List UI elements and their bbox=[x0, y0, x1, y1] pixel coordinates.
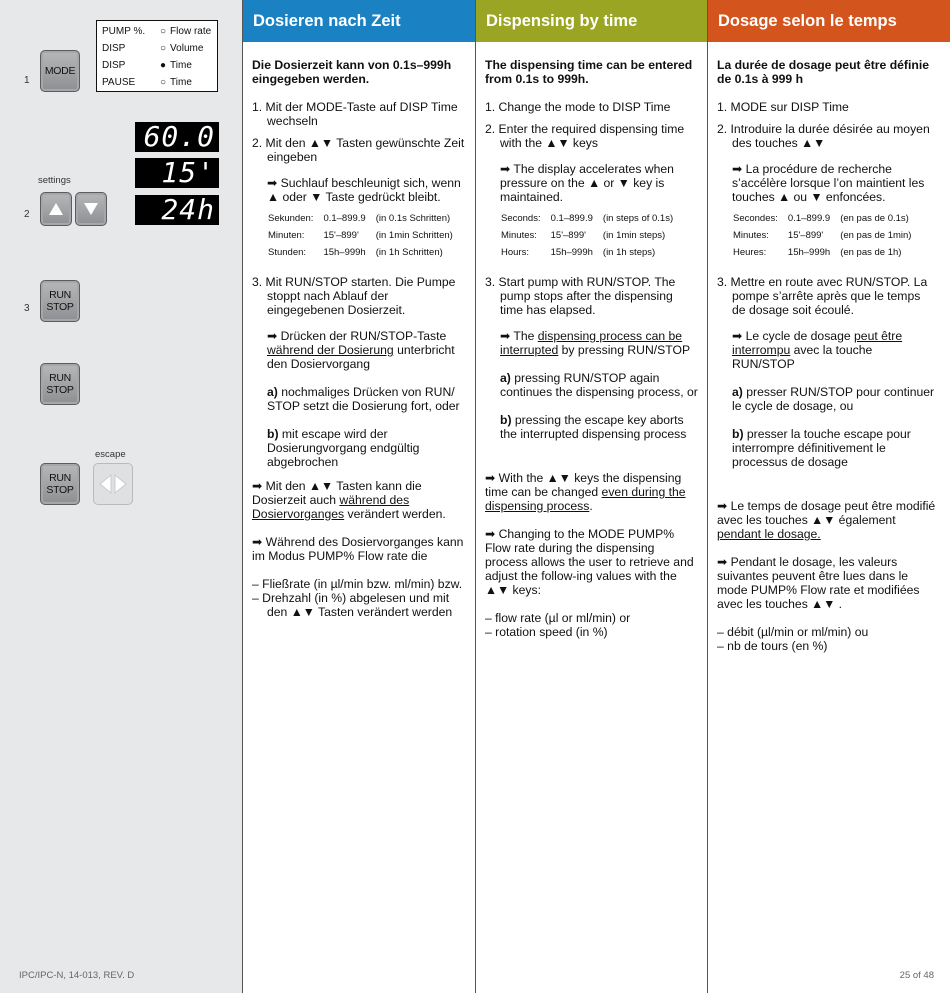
header-en: Dispensing by time bbox=[476, 0, 707, 42]
option-a: a) presser RUN/STOP pour continuer le cycle de dosage, ou bbox=[732, 385, 935, 413]
option-b: b) presser la touche escape pour interrompre définitivement le processus de dosage bbox=[732, 427, 911, 469]
step-number-3: 3 bbox=[24, 303, 30, 314]
mode-row bbox=[100, 74, 213, 91]
change-note: ➡ Mit den ▲▼ Tasten kann die Dosierzeit auch während des Dosiervorganges verändert werden. bbox=[252, 479, 446, 521]
radio-empty-icon: ○ bbox=[160, 77, 167, 88]
lcd-display-minutes: 15' bbox=[135, 158, 219, 188]
column-en bbox=[485, 58, 699, 639]
radio-filled-icon: ● bbox=[160, 60, 167, 71]
mode-key[interactable] bbox=[40, 50, 80, 92]
flow-note: ➡ Während des Dosiervorganges kann im Modus PUMP% Flow rate die bbox=[252, 535, 464, 563]
interrupt-note: ➡ Drücken der RUN/STOP-Taste während der Dosierung unterbricht den Dosiervorgang bbox=[267, 329, 455, 371]
mode-name: PUMP %. bbox=[102, 26, 146, 37]
dash-item: – rotation speed (in %) bbox=[485, 625, 608, 639]
option-b: b) pressing the escape key aborts the interrupted dispensing process bbox=[500, 413, 687, 441]
dash-item: – flow rate (µl or ml/min) or bbox=[485, 611, 631, 625]
step-1: 1. Change the mode to DISP Time bbox=[485, 100, 671, 114]
dash-item: – Fließrate (in µl/min bzw. ml/min) bzw. bbox=[252, 577, 463, 591]
run-stop-key[interactable] bbox=[40, 363, 80, 405]
mode-name: PAUSE bbox=[102, 77, 136, 88]
option-b: b) mit escape wird der Dosierungvorgang endgültig abgebrochen bbox=[267, 427, 420, 469]
flow-note: ➡ Changing to the MODE PUMP% Flow rate during the dispensing process allows the user to retrieve and adjust the follow-ing values with the ▲▼ keys: bbox=[485, 527, 694, 597]
step-3: 3. Mettre en route avec RUN/STOP. La pompe s’arrête après que le temps de dosage soit écoulé. bbox=[717, 275, 928, 317]
radio-empty-icon: ○ bbox=[160, 43, 167, 54]
lcd-display-seconds: 60.0 bbox=[135, 122, 219, 152]
mode-option: Flow rate bbox=[170, 26, 212, 37]
intro: La durée de dosage peut être définie de 0.1s à 999 h bbox=[717, 58, 929, 86]
tip-accelerate: ➡ La procédure de recherche s’accélère lorsque l’on maintient les touches ▲ ou ▼ enfoncées. bbox=[732, 162, 925, 204]
tip-accelerate: ➡ Suchlauf beschleunigt sich, wenn ▲ oder ▼ Taste gedrückt bleibt. bbox=[267, 176, 461, 204]
interrupt-note: ➡ Le cycle de dosage peut être interrompu avec la touche RUN/STOP bbox=[732, 329, 903, 371]
intro: The dispensing time can be entered from 0.1s to 999h. bbox=[485, 58, 693, 86]
lcd-display-hours: 24h bbox=[135, 195, 219, 225]
radio-empty-icon: ○ bbox=[160, 26, 167, 37]
intro: Die Dosierzeit kann von 0.1s–999h eingegeben werden. bbox=[252, 58, 452, 86]
mode-option: Time bbox=[170, 60, 192, 71]
column-divider bbox=[242, 0, 243, 993]
mode-option: Time bbox=[170, 77, 192, 88]
column-divider bbox=[475, 0, 476, 993]
step-3: 3. Mit RUN/STOP starten. Die Pumpe stoppt nach Ablauf der eingegebenen Dosierzeit. bbox=[252, 275, 456, 317]
mode-row bbox=[100, 57, 213, 74]
change-note: ➡ With the ▲▼ keys the dispensing time can be changed even during the dispensing process. bbox=[485, 471, 686, 513]
range-table: Secondes: 0.1–899.9 (en pas de 0.1s) Minutes: 15'–899' (en pas de 1min) Heures: 15h–999h (en pas de 1h) bbox=[733, 213, 912, 258]
run-stop-key-label: RUN STOP bbox=[46, 372, 74, 396]
escape-key[interactable] bbox=[93, 463, 133, 505]
down-key[interactable] bbox=[75, 192, 107, 226]
dash-item: – débit (µl/min or ml/min) ou bbox=[717, 625, 869, 639]
settings-label: settings bbox=[38, 175, 71, 186]
step-number-1: 1 bbox=[24, 75, 30, 86]
footer-document-id: IPC/IPC-N, 14-013, REV. D bbox=[19, 970, 135, 981]
run-stop-key-label: RUN STOP bbox=[46, 472, 74, 496]
option-a: a) nochmaliges Drücken von RUN/ STOP setzt die Dosierung fort, oder bbox=[267, 385, 460, 413]
dash-item: – nb de tours (en %) bbox=[717, 639, 828, 653]
header-de: Dosieren nach Zeit bbox=[243, 0, 475, 42]
run-stop-key[interactable] bbox=[40, 280, 80, 322]
header-fr: Dosage selon le temps bbox=[708, 0, 950, 42]
triangle-up-icon bbox=[48, 202, 64, 216]
mode-row bbox=[100, 40, 213, 57]
tip-accelerate: ➡ The display accelerates when pressure on the ▲ or ▼ key is maintained. bbox=[500, 162, 674, 204]
escape-label: escape bbox=[95, 449, 126, 460]
column-de bbox=[252, 58, 466, 619]
sidebar bbox=[0, 0, 242, 993]
up-key[interactable] bbox=[40, 192, 72, 226]
range-table: Sekunden: 0.1–899.9 (in 0.1s Schritten) Minuten: 15'–899' (in 1min Schritten) Stunden: 15h–999h (in 1h Schritten) bbox=[268, 213, 453, 258]
mode-table bbox=[96, 20, 218, 92]
column-divider bbox=[707, 0, 708, 993]
column-fr bbox=[717, 58, 937, 653]
range-table: Seconds: 0.1–899.9 (in steps of 0.1s) Minutes: 15'–899' (in 1min steps) Hours: 15h–999h (in 1h steps) bbox=[501, 213, 674, 258]
step-3: 3. Start pump with RUN/STOP. The pump stops after the dispensing time has elapsed. bbox=[485, 275, 676, 317]
step-2: 2. Enter the required dispensing time with the ▲▼ keys bbox=[485, 122, 685, 150]
step-2: 2. Introduire la durée désirée au moyen des touches ▲▼ bbox=[717, 122, 930, 150]
step-1: 1. MODE sur DISP Time bbox=[717, 100, 849, 114]
mode-row bbox=[100, 23, 213, 40]
triangle-down-icon bbox=[83, 202, 99, 216]
mode-option: Volume bbox=[170, 43, 204, 54]
step-1: 1. Mit der MODE-Taste auf DISP Time wechseln bbox=[252, 100, 458, 128]
dash-item: – Drehzahl (in %) abgelesen und mit den ▲▼ Tasten verändert werden bbox=[252, 591, 453, 619]
run-stop-key-label: RUN STOP bbox=[46, 289, 74, 313]
step-2: 2. Mit den ▲▼ Tasten gewünschte Zeit eingeben bbox=[252, 136, 465, 164]
mode-key-label: MODE bbox=[44, 65, 76, 77]
option-a: a) pressing RUN/STOP again continues the dispensing process, or bbox=[500, 371, 698, 399]
mode-name: DISP bbox=[102, 43, 126, 54]
change-note: ➡ Le temps de dosage peut être modifié avec les touches ▲▼ également pendant le dosage. bbox=[717, 499, 936, 541]
interrupt-note: ➡ The dispensing process can be interrupted by pressing RUN/STOP bbox=[500, 329, 691, 357]
step-number-2: 2 bbox=[24, 209, 30, 220]
footer-page-number: 25 of 48 bbox=[899, 970, 934, 981]
run-stop-key[interactable] bbox=[40, 463, 80, 505]
mode-name: DISP bbox=[102, 60, 126, 71]
left-right-arrows-icon bbox=[98, 473, 128, 495]
flow-note: ➡ Pendant le dosage, les valeurs suivantes peuvent être lues dans le mode PUMP% Flow rate et modifiées avec les touches ▲▼ . bbox=[717, 555, 920, 611]
